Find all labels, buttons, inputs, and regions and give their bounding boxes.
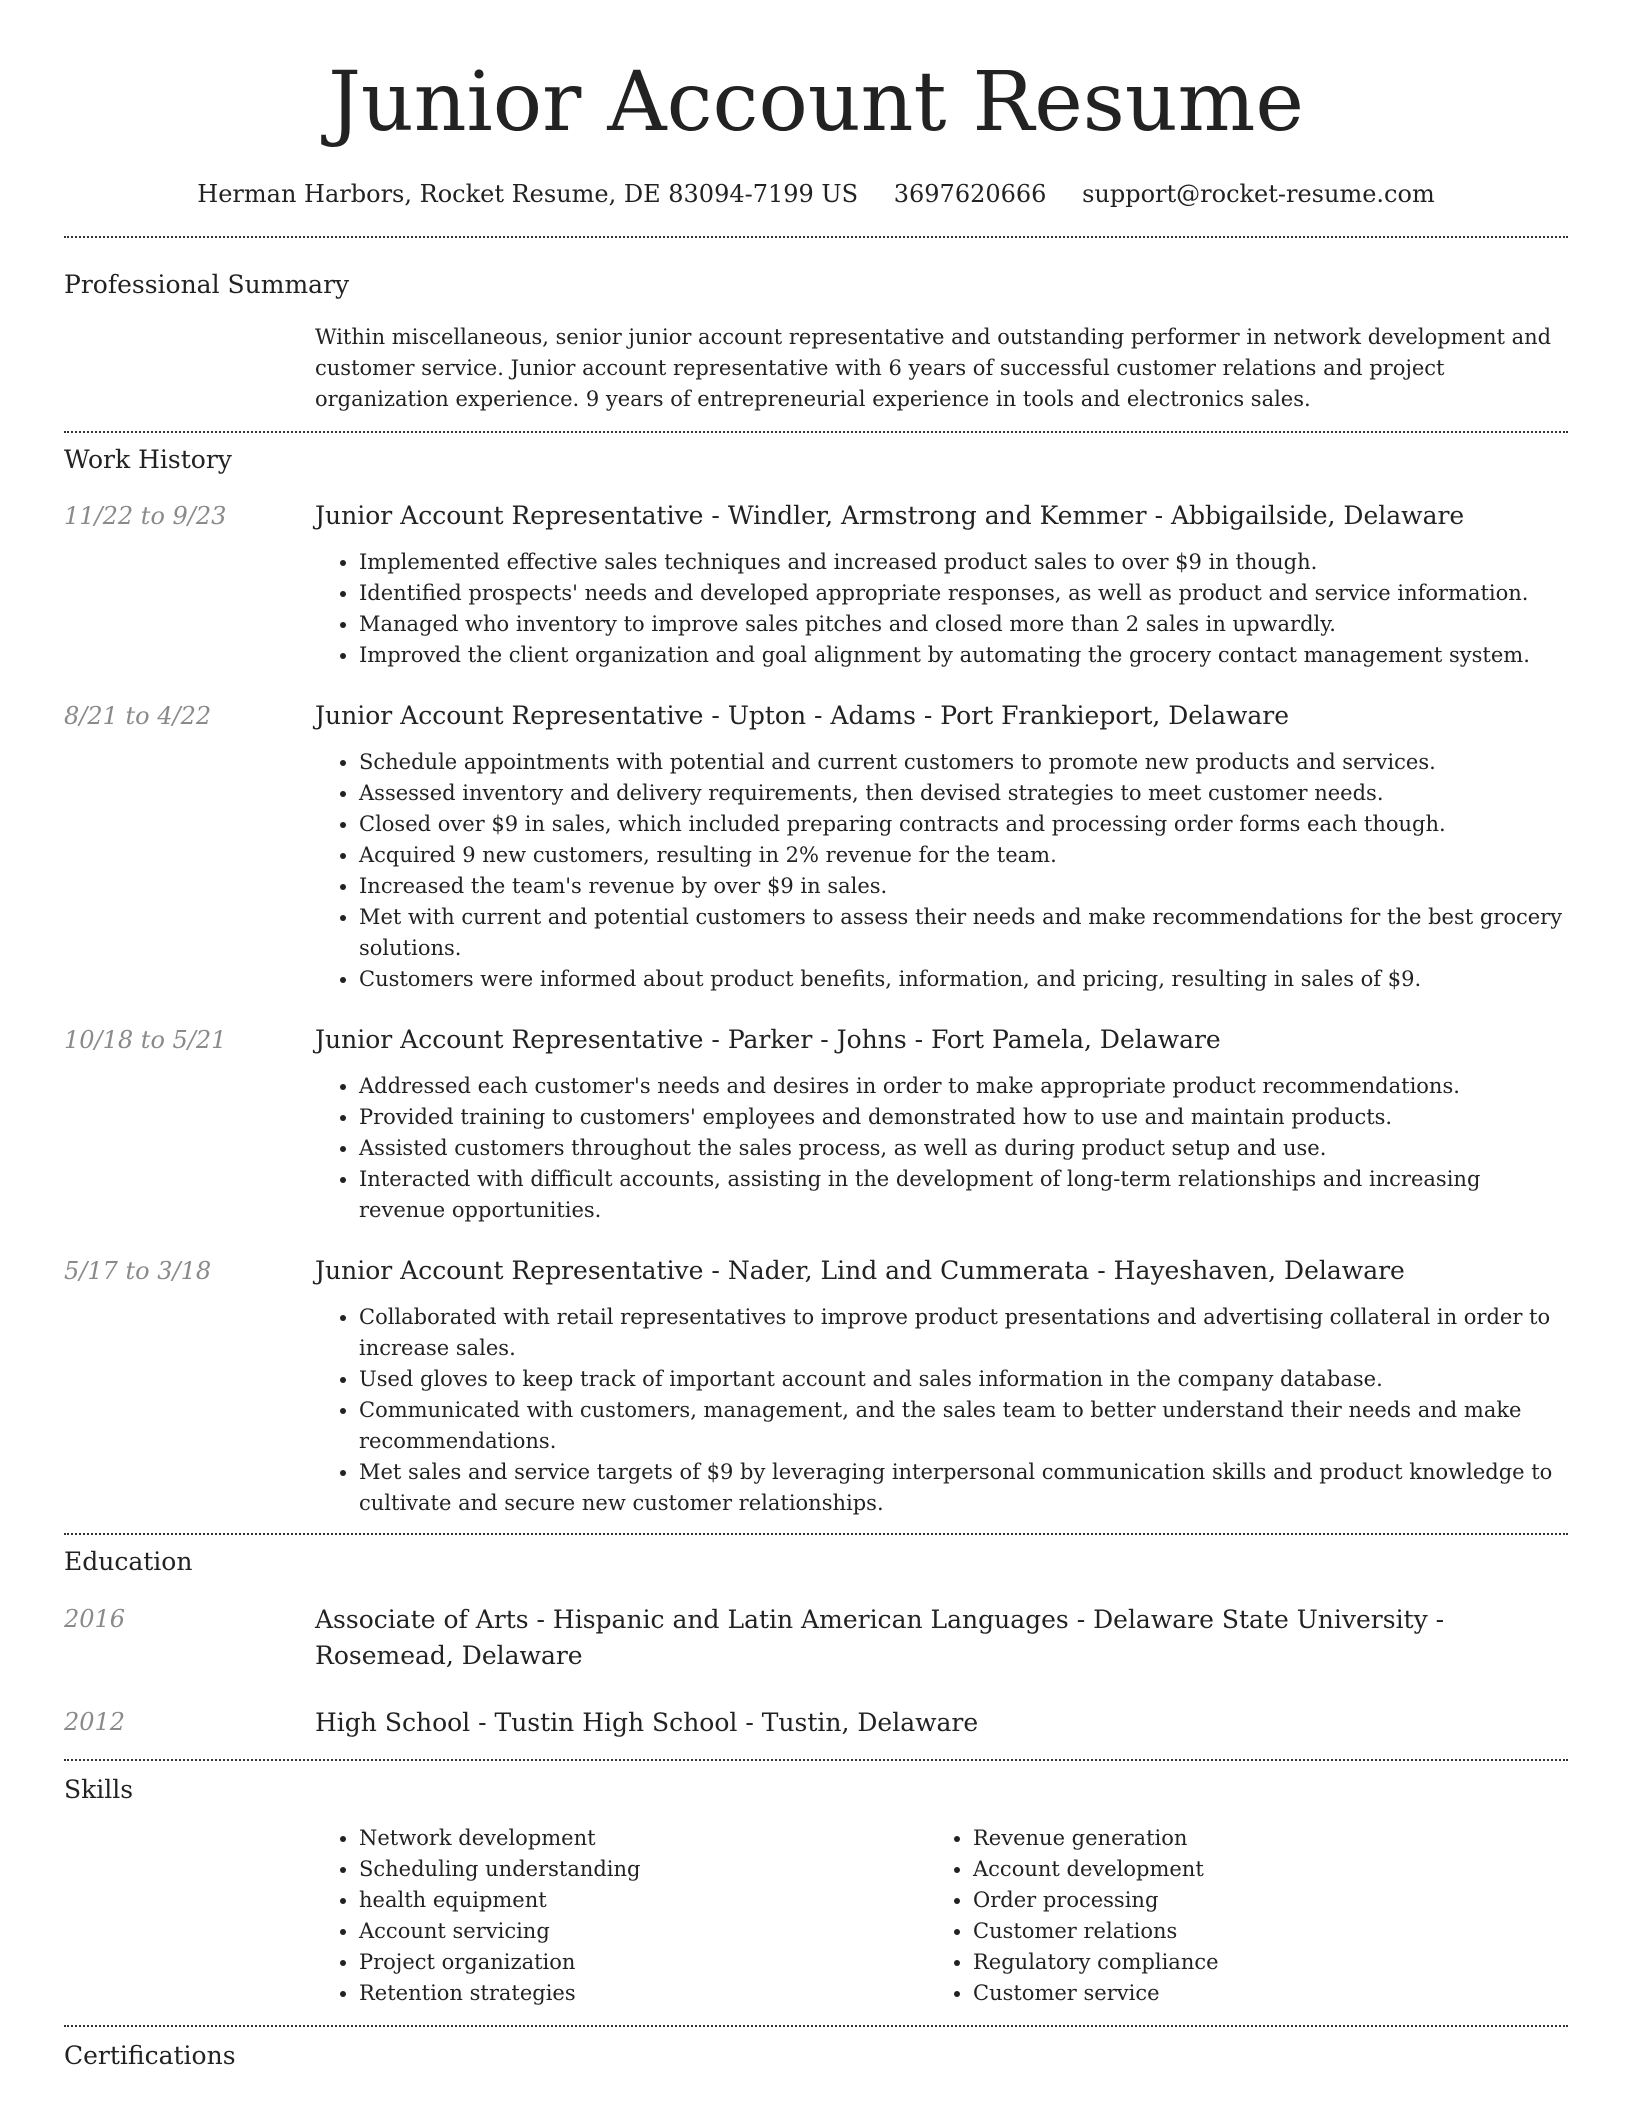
skill-item: • Revenue generation	[973, 1823, 1543, 1854]
job-entry	[64, 499, 1568, 671]
job-bullet: • Schedule appointments with potential and current customers to promote new products and services.	[359, 747, 1568, 778]
job-dates: 8/21 to 4/22	[64, 702, 212, 730]
education-year: 2016	[64, 1605, 126, 1633]
job-bullet: • Managed who inventory to improve sales pitches and closed more than 2 sales in upwardly.	[359, 609, 1568, 640]
job-dates: 10/18 to 5/21	[64, 1026, 227, 1054]
certifications-heading: Certifications	[64, 2041, 236, 2070]
contact-email: support@rocket-resume.com	[1082, 180, 1435, 208]
skill-item: • health equipment	[359, 1885, 929, 1916]
skills-list-right	[929, 1823, 1543, 2009]
job-bullet: • Collaborated with retail representatives to improve product presentations and advertising collateral in order to increase sales.	[359, 1302, 1568, 1364]
job-bullet: • Increased the team's revenue by over $9 in sales.	[359, 871, 1568, 902]
job-title: Junior Account Representative - Nader, Lind and Cummerata - Hayeshaven, Delaware	[315, 1256, 1405, 1285]
job-bullet: • Addressed each customer's needs and desires in order to make appropriate product recommendations.	[359, 1071, 1568, 1102]
job-title: Junior Account Representative - Windler, Armstrong and Kemmer - Abbigailside, Delaware	[315, 501, 1465, 530]
skills-list-left	[315, 1823, 929, 2009]
education-year: 2012	[64, 1708, 126, 1736]
skill-item: • Customer relations	[973, 1916, 1543, 1947]
job-bullet: • Communicated with customers, management, and the sales team to better understand their needs and make recommendations.	[359, 1395, 1568, 1457]
skill-item: • Network development	[359, 1823, 929, 1854]
skill-item: • Account servicing	[359, 1916, 929, 1947]
job-bullets	[315, 1302, 1568, 1519]
skills-section	[64, 1761, 1568, 2009]
job-bullet: • Assisted customers throughout the sales process, as well as during product setup and use.	[359, 1133, 1568, 1164]
job-list	[64, 499, 1568, 1519]
job-bullet: • Used gloves to keep track of important account and sales information in the company database.	[359, 1364, 1568, 1395]
job-dates: 5/17 to 3/18	[64, 1257, 212, 1285]
education-item	[64, 1705, 1568, 1741]
job-dates: 11/22 to 9/23	[64, 502, 227, 530]
resume-page	[64, 0, 1568, 2073]
skill-item: • Customer service	[973, 1978, 1543, 2009]
job-bullets	[315, 1071, 1568, 1226]
summary-heading: Professional Summary	[64, 270, 350, 299]
summary-text: Within miscellaneous, senior junior account representative and outstanding performer in network development and customer service. Junior account representative with 6 years of successful customer relations and project organization experience. 9 years of entrepreneurial experience in tools and electronics sales.	[315, 325, 1552, 411]
job-entry	[64, 1023, 1568, 1226]
job-bullet: • Met sales and service targets of $9 by leveraging interpersonal communication skills and product knowledge to cultivate and secure new customer relationships.	[359, 1457, 1568, 1519]
skill-item: • Project organization	[359, 1947, 929, 1978]
work-history-section	[64, 433, 1568, 1519]
contact-phone: 3697620666	[893, 180, 1047, 208]
certifications-section	[64, 2027, 1568, 2073]
job-bullet: • Acquired 9 new customers, resulting in 2% revenue for the team.	[359, 840, 1568, 871]
job-title: Junior Account Representative - Upton - Adams - Port Frankieport, Delaware	[315, 701, 1290, 730]
resume-title: Junior Account Resume	[328, 55, 1304, 150]
job-bullets	[315, 747, 1568, 995]
job-bullet: • Interacted with difficult accounts, assisting in the development of long-term relationships and increasing revenue opportunities.	[359, 1164, 1568, 1226]
job-bullet: • Closed over $9 in sales, which included preparing contracts and processing order forms each though.	[359, 809, 1568, 840]
job-bullet: • Provided training to customers' employees and demonstrated how to use and maintain products.	[359, 1102, 1568, 1133]
job-bullets	[315, 547, 1568, 671]
skills-heading: Skills	[64, 1775, 134, 1804]
job-bullet: • Customers were informed about product benefits, information, and pricing, resulting in sales of $9.	[359, 964, 1568, 995]
job-bullet: • Identified prospects' needs and developed appropriate responses, as well as product and service information.	[359, 578, 1568, 609]
work-history-heading: Work History	[64, 445, 232, 474]
skill-item: • Retention strategies	[359, 1978, 929, 2009]
job-title: Junior Account Representative - Parker - Johns - Fort Pamela, Delaware	[315, 1025, 1221, 1054]
job-bullet: • Assessed inventory and delivery requirements, then devised strategies to meet customer needs.	[359, 778, 1568, 809]
education-title: Associate of Arts - Hispanic and Latin American Languages - Delaware State University - Rosemead, Delaware	[315, 1605, 1445, 1670]
job-entry	[64, 1254, 1568, 1519]
skill-item: • Scheduling understanding	[359, 1854, 929, 1885]
education-title: High School - Tustin High School - Tustin, Delaware	[315, 1708, 979, 1737]
contact-line	[64, 176, 1568, 212]
skill-item: • Order processing	[973, 1885, 1543, 1916]
education-heading: Education	[64, 1547, 193, 1576]
job-bullet: • Improved the client organization and goal alignment by automating the grocery contact management system.	[359, 640, 1568, 671]
skill-item: • Account development	[973, 1854, 1543, 1885]
education-section	[64, 1535, 1568, 1741]
education-item	[64, 1602, 1568, 1674]
job-bullet: • Met with current and potential customers to assess their needs and make recommendations for the best grocery solutions.	[359, 902, 1568, 964]
job-entry	[64, 699, 1568, 995]
contact-address: Herman Harbors, Rocket Resume, DE 83094-7199 US	[197, 180, 859, 208]
job-bullet: • Implemented effective sales techniques and increased product sales to over $9 in though.	[359, 547, 1568, 578]
summary-section	[64, 238, 1568, 415]
skill-item: • Regulatory compliance	[973, 1947, 1543, 1978]
